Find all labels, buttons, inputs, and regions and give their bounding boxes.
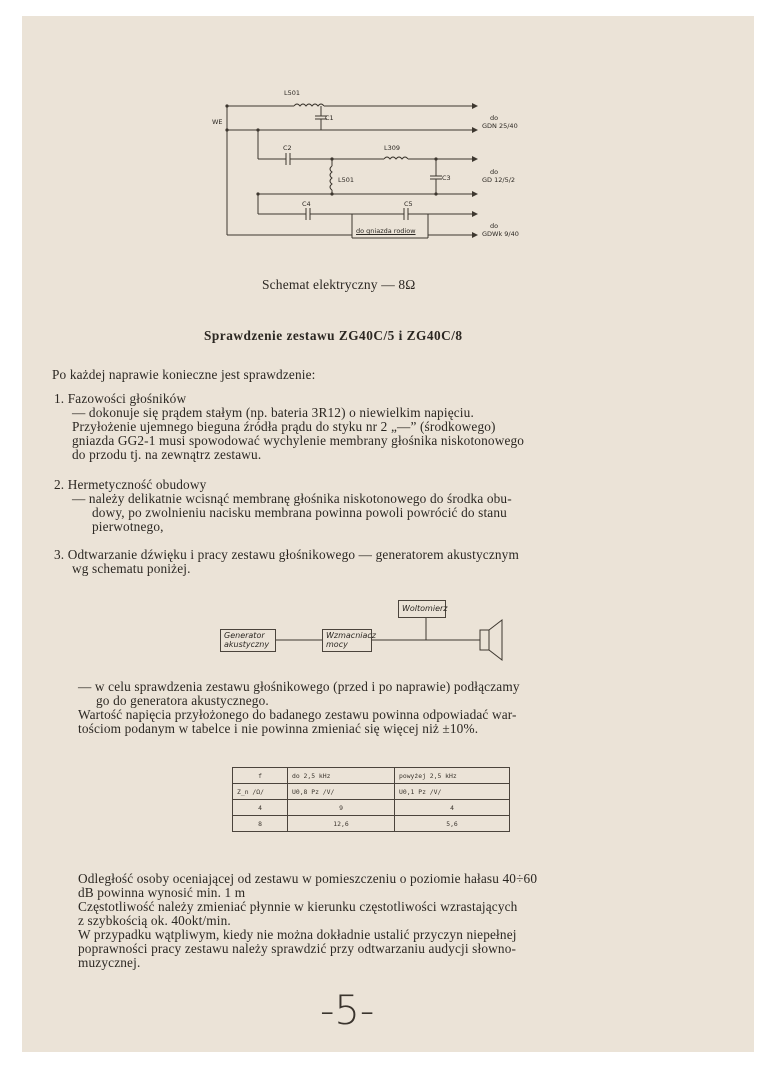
footer-line-1: Odległość osoby oceniającej od zestawu w pomieszczeniu o poziomie hałasu 40÷60 bbox=[78, 871, 538, 886]
table-row bbox=[233, 800, 510, 816]
para-line-2: go do generatora akustycznego. bbox=[96, 693, 269, 708]
item-1-line-4: do przodu tj. na zewnątrz zestawu. bbox=[72, 447, 262, 462]
para-line-3: Wartość napięcia przyłożonego do badanego zestawu powinna odpowiadać war- bbox=[78, 707, 517, 722]
item-1-line-2: Przyłożenie ujemnego bieguna źródła prądu do styku nr 2 „—” (środkowego) bbox=[72, 419, 496, 434]
output-2-name: GD 12/5/2 bbox=[482, 176, 516, 184]
section-heading: Sprawdzenie zestawu ZG40C/5 i ZG40C/8 bbox=[204, 328, 463, 343]
intro-text: Po każdej naprawie konieczne jest sprawdzenie: bbox=[52, 367, 316, 382]
table-cell: 4 bbox=[395, 800, 510, 816]
output-1-do: do bbox=[490, 114, 499, 122]
table-row bbox=[233, 816, 510, 832]
socket-label: do gniazda rodiow bbox=[356, 227, 416, 235]
voltmeter-label: Woltomierz bbox=[402, 604, 448, 613]
footer-line-4: z szybkością ok. 40okt/min. bbox=[78, 913, 231, 928]
para-line-4: tościom podanym w tabelce i nie powinna zmieniać się więcej niż ±10%. bbox=[78, 721, 479, 736]
table-cell: 8 bbox=[233, 816, 288, 832]
capacitor-c1-label: C1 bbox=[325, 114, 334, 122]
output-3-do: do bbox=[490, 222, 499, 230]
amplifier-label-2: mocy bbox=[326, 640, 348, 649]
footer-line-5: W przypadku wątpliwym, kiedy nie można dokładnie ustalić przyczyn niepełnej bbox=[78, 927, 517, 942]
table-header-row bbox=[233, 768, 510, 784]
item-1-line-3: gniazda GG2-1 musi spowodować wychylenie membrany głośnika niskotonowego bbox=[72, 433, 525, 448]
output-2-do: do bbox=[490, 168, 499, 176]
output-1-name: GDN 25/40 bbox=[482, 122, 518, 130]
capacitor-c2-label: C2 bbox=[283, 144, 292, 152]
capacitor-c3-label: C3 bbox=[442, 174, 451, 182]
table-cell: powyżej 2,5 kHz bbox=[395, 768, 510, 784]
generator-label-1: Generator bbox=[224, 631, 265, 640]
output-3-name: GDWk 9/40 bbox=[482, 230, 519, 238]
item-1-line-1: — dokonuje się prądem stałym (np. bateria 3R12) o niewielkim napięciu. bbox=[72, 405, 474, 420]
amplifier-label-1: Wzmacniacz bbox=[326, 631, 376, 640]
amplifier-box bbox=[322, 629, 376, 652]
footer-line-7: muzycznej. bbox=[78, 955, 141, 970]
table-cell: 5,6 bbox=[395, 816, 510, 832]
voltage-table bbox=[232, 767, 510, 832]
footer-line-6: poprawności pracy zestawu należy sprawdzić przy odtwarzaniu audycji słowno- bbox=[78, 941, 517, 956]
capacitor-c5-label: C5 bbox=[404, 200, 413, 208]
generator-label-2: akustyczny bbox=[224, 640, 270, 649]
table-cell: f bbox=[233, 768, 288, 784]
page-number: -5- bbox=[320, 988, 375, 1034]
generator-box bbox=[220, 629, 276, 652]
table-cell: do 2,5 kHz bbox=[288, 768, 395, 784]
table-cell: U0,1 Pz /V/ bbox=[395, 784, 510, 800]
inductor-l501-mid-label: L501 bbox=[338, 176, 355, 184]
voltmeter-box bbox=[398, 600, 446, 618]
schematic-caption: Schemat elektryczny — 8Ω bbox=[262, 277, 416, 292]
footer-line-3: Częstotliwość należy zmieniać płynnie w kierunku częstotliwości wzrastających bbox=[78, 899, 518, 914]
para-line-1: — w celu sprawdzenia zestawu głośnikowego (przed i po naprawie) podłączamy bbox=[78, 679, 520, 694]
table-cell: U0,8 Pz /V/ bbox=[288, 784, 395, 800]
table-cell: 9 bbox=[288, 800, 395, 816]
block-diagram-lines bbox=[22, 586, 754, 686]
item-3-line-2: wg schematu poniżej. bbox=[72, 561, 191, 576]
table-cell: Z_n /Ω/ bbox=[233, 784, 288, 800]
input-label: WE bbox=[212, 118, 223, 126]
table-cell: 4 bbox=[233, 800, 288, 816]
item-1-title: 1. Fazowości głośników bbox=[54, 391, 187, 406]
table-cell: 12,6 bbox=[288, 816, 395, 832]
document-page bbox=[22, 16, 754, 1052]
capacitor-c4-label: C4 bbox=[302, 200, 311, 208]
inductor-l309-label: L309 bbox=[384, 144, 401, 152]
item-2-line-1: — należy delikatnie wcisnąć membranę głośnika niskotonowego do środka obu- bbox=[72, 491, 512, 506]
item-2-line-2: dowy, po zwolnieniu nacisku membrana powinna powoli powrócić do stanu bbox=[92, 505, 507, 520]
table-units-row bbox=[233, 784, 510, 800]
item-2-line-3: pierwotnego, bbox=[92, 519, 164, 534]
footer-line-2: dB powinna wynosić min. 1 m bbox=[78, 885, 246, 900]
inductor-l501-label: L501 bbox=[284, 89, 301, 97]
item-3-line-1: 3. Odtwarzanie dźwięku i pracy zestawu głośnikowego — generatorem akustycznym bbox=[54, 547, 519, 562]
item-2-title: 2. Hermetyczność obudowy bbox=[54, 477, 207, 492]
